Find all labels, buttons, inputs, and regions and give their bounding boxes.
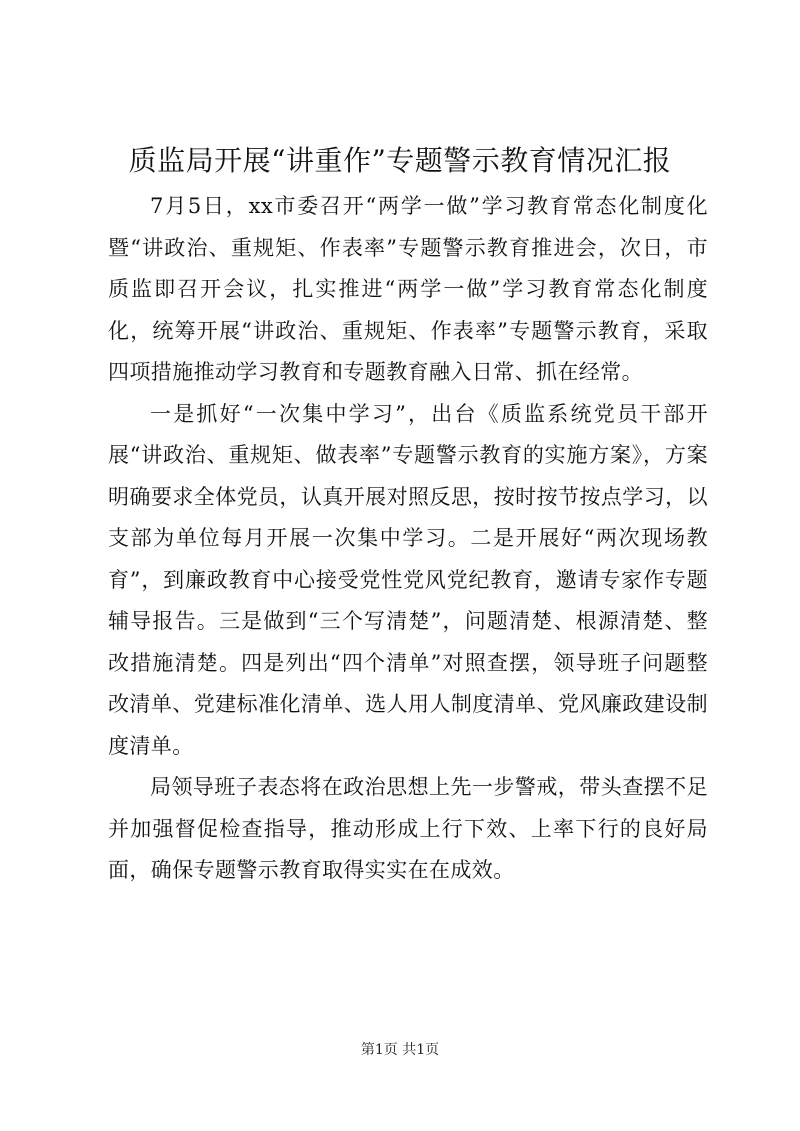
document-title: 质监局开展“讲重作”专题警示教育情况汇报 xyxy=(128,144,672,177)
document-body xyxy=(108,186,708,892)
paragraph-measures: 一是抓好“一次集中学习”，出台《质监系统党员干部开展“讲政治、重规矩、做表率”专题警示教育的实施方案》，方案明确要求全体党员，认真开展对照反思，按时按节按点学习，以支部为单位每月开展一次集中学习。二是开展好“两次现场教育”，到廉政教育中心接受党性党风党纪教育，邀请专家作专题辅导报告。三是做到“三个写清楚”，问题清楚、根源清楚、整改措施清楚。四是列出“四个清单”对照查摆，领导班子问题整改清单、党建标准化清单、选人用人制度清单、党风廉政建设制度清单。 xyxy=(108,401,708,758)
page-footer: 第1页 共1页 xyxy=(360,1042,440,1058)
paragraph-conclusion: 局领导班子表态将在政治思想上先一步警戒，带头查摆不足并加强督促检查指导，推动形成上行下效、上率下行的良好局面，确保专题警示教育取得实实在在成效。 xyxy=(108,775,708,882)
paragraph-intro: 7月5日，xx市委召开“两学一做”学习教育常态化制度化暨“讲政治、重规矩、作表率”专题警示教育推进会，次日，市质监即召开会议，扎实推进“两学一做”学习教育常态化制度化，统筹开展“讲政治、重规矩、作表率”专题警示教育，采取四项措施推动学习教育和专题教育融入日常、抓在经常。 xyxy=(108,194,708,384)
